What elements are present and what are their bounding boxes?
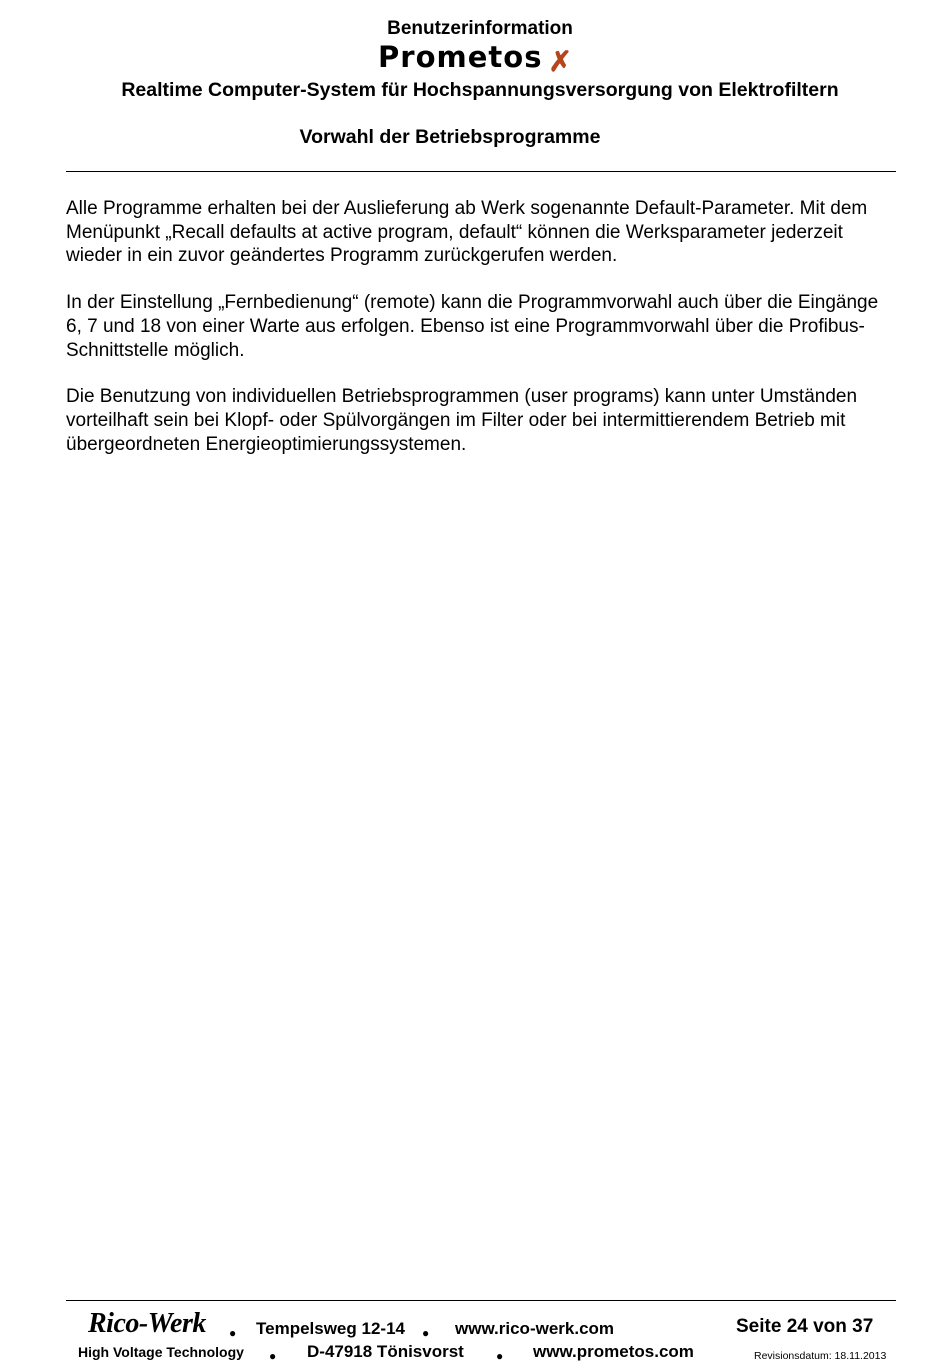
brand-name: Prometos	[378, 40, 543, 74]
company-website-link[interactable]: www.rico-werk.com	[455, 1319, 615, 1338]
body-paragraph: Die Benutzung von individuellen Betriebsprogrammen (user programs) kann unter Umständen vorteilhaft sein bei Klopf- oder Spülvorgängen im Filter oder bei intermittierendem Betrieb mit übergeordneten Energieoptimierungssystemen.	[66, 386, 858, 455]
page-number: Seite 24 von 37	[736, 1316, 874, 1337]
header-divider	[66, 171, 896, 172]
bullet-icon: ●	[229, 1326, 237, 1340]
product-website-link[interactable]: www.prometos.com	[533, 1342, 694, 1361]
bullet-icon: ●	[422, 1326, 430, 1340]
body-paragraph: In der Einstellung „Fernbedienung“ (remote) kann die Programmvorwahl auch über die Eingänge 6, 7 und 18 von einer Warte aus erfolgen. Ebenso ist eine Programmvorwahl über die Profibus-Schnittstelle möglich.	[66, 292, 879, 361]
revision-date: Revisionsdatum: 18.11.2013	[754, 1350, 887, 1362]
product-brand	[0, 40, 950, 77]
bullet-icon: ●	[496, 1349, 504, 1363]
body-paragraph: Alle Programme erhalten bei der Auslieferung ab Werk sogenannte Default-Parameter. Mit dem Menüpunkt „Recall defaults at active program, default“ können die Werksparameter jederzeit wieder in ein zuvor geändertes Programm zurückgerufen werden.	[66, 198, 868, 267]
page-footer	[0, 1300, 950, 1370]
product-subtitle: Realtime Computer-System für Hochspannungsversorgung von Elektrofiltern	[121, 79, 839, 101]
company-logo: Rico-Werk	[88, 1308, 206, 1339]
brand-mark-icon: ✗	[548, 46, 572, 77]
document-type-label: Benutzerinformation	[387, 18, 573, 39]
company-tagline: High Voltage Technology	[78, 1344, 244, 1360]
document-body	[66, 197, 896, 479]
street-address: Tempelsweg 12-14	[256, 1319, 405, 1338]
city-address: D-47918 Tönisvorst	[307, 1342, 464, 1361]
bullet-icon: ●	[269, 1349, 277, 1363]
section-title: Vorwahl der Betriebsprogramme	[299, 126, 601, 148]
